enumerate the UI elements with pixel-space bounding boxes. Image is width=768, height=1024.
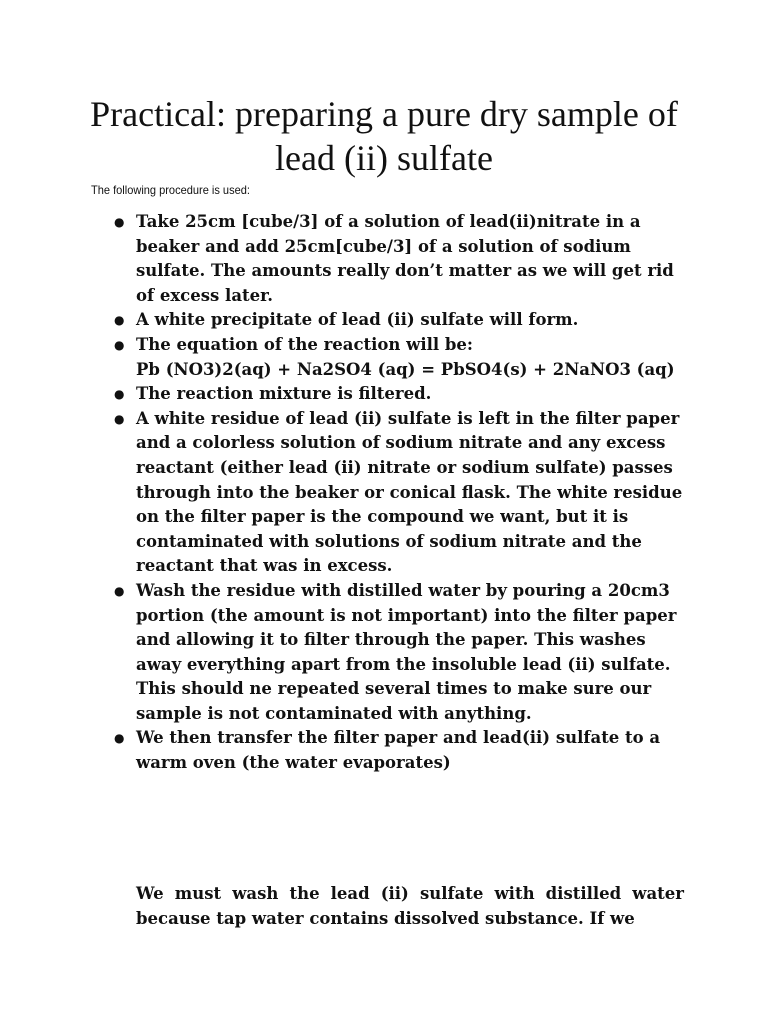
step-text: The reaction mixture is filtered. [136, 384, 432, 404]
page-title: Practical: preparing a pure dry sample of lead (ii) sulfate [90, 94, 678, 178]
step-text: The equation of the reaction will be: [136, 334, 474, 354]
intro-text: The following procedure is used: [91, 183, 250, 197]
bullet-icon: ● [114, 215, 125, 229]
list-item [114, 726, 684, 775]
list-item [114, 333, 684, 382]
step-text: Wash the residue with distilled water by pouring a 20cm3 portion (the amount is not important) into the filter paper and allowing it to filter through the paper. This washes away everything apart from the insoluble lead (ii) sulfate. This should ne repeated several times to make sure our sample is not contaminated with anything. [136, 580, 677, 723]
step-text: A white precipitate of lead (ii) sulfate will form. [136, 310, 579, 330]
step-text: A white residue of lead (ii) sulfate is left in the filter paper and a colorless solution of sodium nitrate and any excess reactant (either lead (ii) nitrate or sodium sulfate) passes through into the beaker or conical flask. The white residue on the filter paper is the compound we want, but it is contaminated with solutions of sodium nitrate and the reactant that was in excess. [136, 408, 683, 576]
bullet-icon: ● [114, 313, 125, 328]
step-text: We then transfer the filter paper and lead(ii) sulfate to a warm oven (the water evaporates) [136, 728, 661, 773]
list-item [114, 382, 684, 407]
bullet-icon: ● [114, 411, 125, 426]
list-item [114, 308, 684, 333]
step-text: Take 25cm [cube/3] of a solution of lead(ii)nitrate in a beaker and add 25cm[cube/3] of a solution of sodium sulfate. The amounts really don’t matter as we will get rid of excess later. [136, 212, 674, 305]
list-item [114, 579, 684, 727]
procedure-list [114, 210, 684, 776]
bullet-icon: ● [114, 337, 125, 352]
list-item [114, 407, 684, 579]
conclusion-paragraph: We must wash the lead (ii) sulfate with distilled water because tap water contains dissolved substance. If we [136, 884, 684, 928]
bullet-icon: ● [114, 583, 125, 598]
bullet-icon: ● [114, 387, 125, 402]
bullet-icon: ● [114, 731, 125, 746]
list-item [114, 210, 684, 308]
reaction-equation: Pb (NO3)2(aq) + Na2SO4 (aq) = PbSO4(s) + 2NaNO3 (aq) [136, 359, 675, 379]
